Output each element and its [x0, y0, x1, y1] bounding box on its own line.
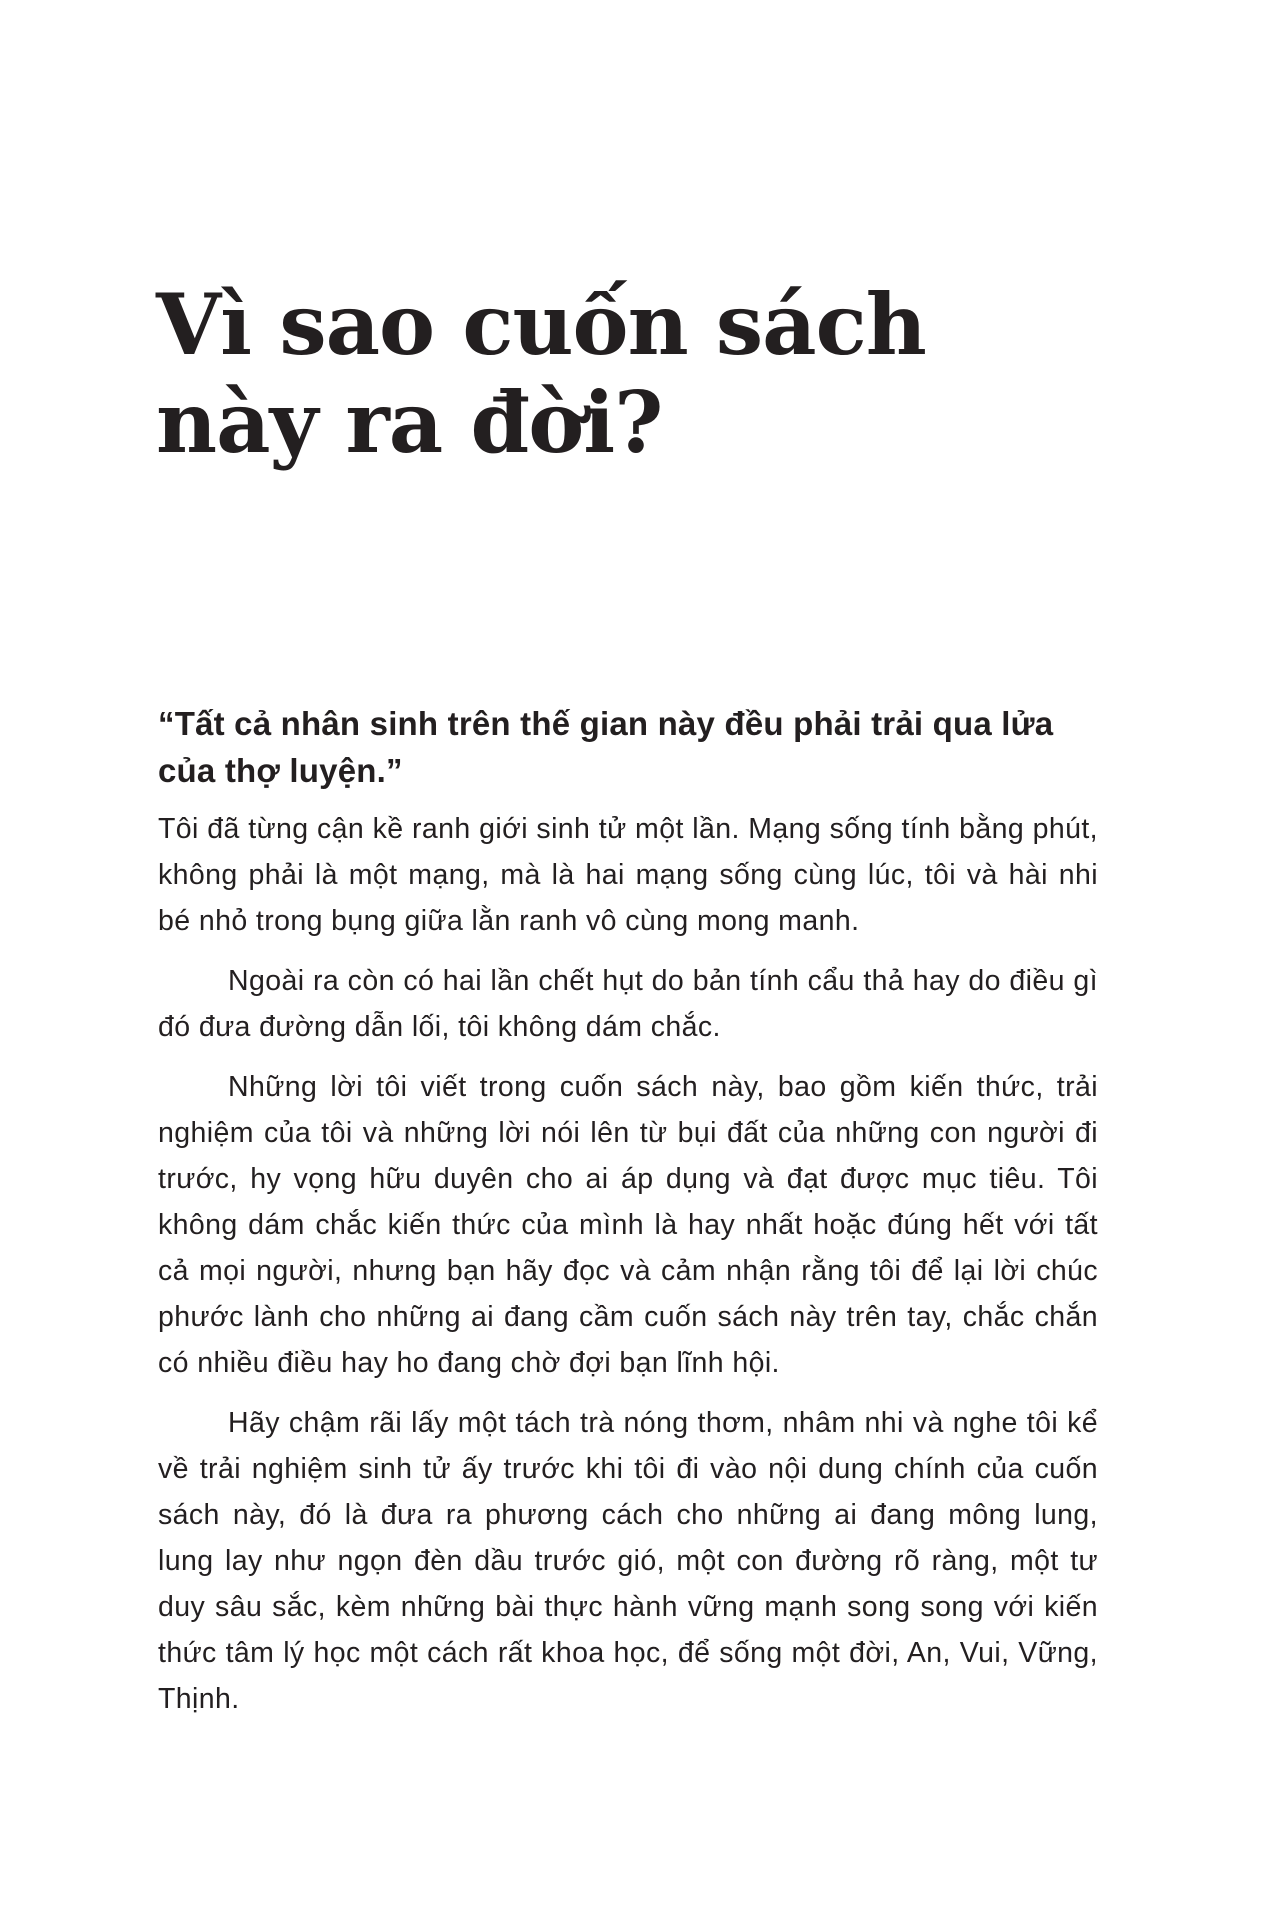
chapter-title — [156, 276, 1136, 472]
paragraph-1: Tôi đã từng cận kề ranh giới sinh tử một lần. Mạng sống tính bằng phút, không phải là một mạng, mà là hai mạng sống cùng lúc, tôi và hài nhi bé nhỏ trong bụng giữa lằn ranh vô cùng mong manh. — [158, 813, 1098, 937]
chapter-body — [158, 700, 1098, 1736]
chapter-title-line-2: này ra đời? — [156, 373, 663, 472]
epigraph-quote: “Tất cả nhân sinh trên thế gian này đều phải trải qua lửa của thợ luyện.” — [158, 705, 1054, 789]
chapter-title-line-1: Vì sao cuốn sách — [156, 275, 926, 374]
paragraph-4: Hãy chậm rãi lấy một tách trà nóng thơm, nhâm nhi và nghe tôi kể về trải nghiệm sinh tử ấy trước khi tôi đi vào nội dung chính của cuốn sách này, đó là đưa ra phương cách cho những ai đang mông lung, lung lay như ngọn đèn dầu trước gió, một con đường rõ ràng, một tư duy sâu sắc, kèm những bài thực hành vững mạnh song song với kiến thức tâm lý học một cách rất khoa học, để sống một đời, An, Vui, Vững, Thịnh. — [158, 1407, 1098, 1715]
paragraph-2: Ngoài ra còn có hai lần chết hụt do bản tính cẩu thả hay do điều gì đó đưa đường dẫn lối, tôi không dám chắc. — [158, 965, 1098, 1043]
paragraph-3: Những lời tôi viết trong cuốn sách này, bao gồm kiến thức, trải nghiệm của tôi và những lời nói lên từ bụi đất của những con người đi trước, hy vọng hữu duyên cho ai áp dụng và đạt được mục tiêu. Tôi không dám chắc kiến thức của mình là hay nhất hoặc đúng hết với tất cả mọi người, nhưng bạn hãy đọc và cảm nhận rằng tôi để lại lời chúc phước lành cho những ai đang cầm cuốn sách này trên tay, chắc chắn có nhiều điều hay ho đang chờ đợi bạn lĩnh hội. — [158, 1071, 1098, 1379]
